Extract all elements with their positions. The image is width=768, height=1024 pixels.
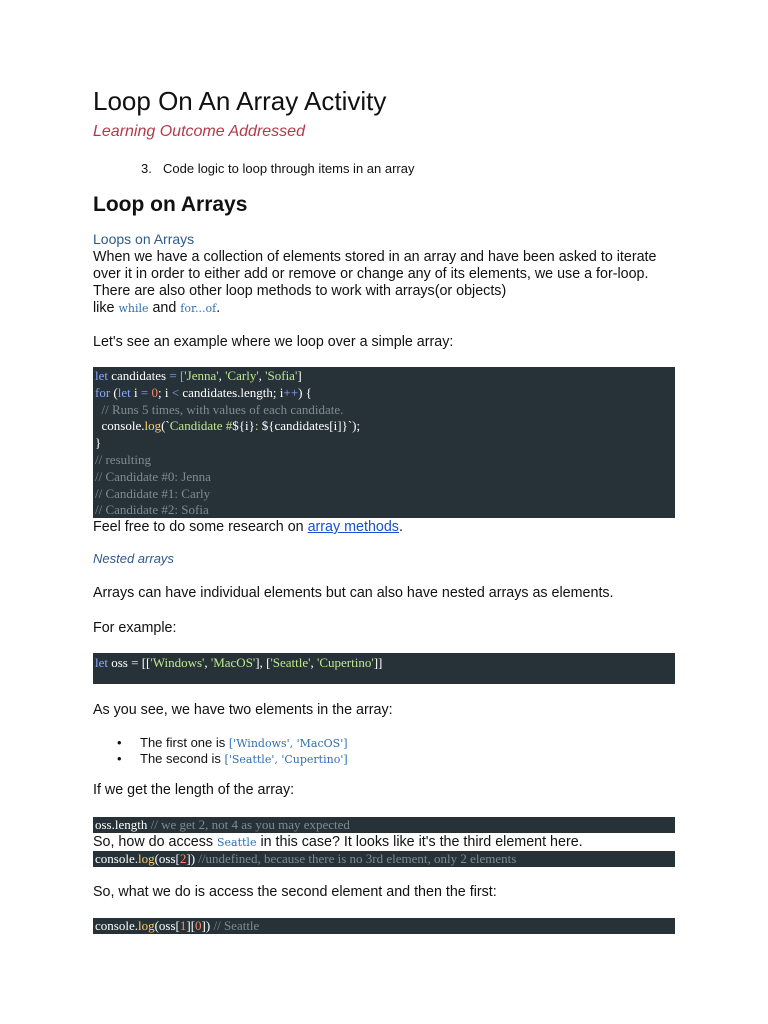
learning-outcome-subtitle: Learning Outcome Addressed	[93, 123, 305, 140]
code-line-undefined: console.log(oss[2]) //undefined, because there is no 3rd element, only 2 elements	[93, 851, 675, 867]
two-elements-text: As you see, we have two elements in the array:	[93, 702, 393, 718]
research-line	[93, 519, 683, 536]
first-element-code: ['Windows', 'MacOS']	[228, 737, 348, 750]
nested-arrays-heading: Nested arrays	[93, 551, 174, 566]
page-title: Loop On An Array Activity	[93, 86, 387, 116]
list-item: • The second is ['Seattle', 'Cupertino']	[117, 751, 348, 767]
intro-text: When we have a collection of elements stored in an array and have been asked to iterate over it in order to either add or remove or change any of its elements, we use a for-loop. There are also other loop methods to work with arrays(or objects)	[93, 249, 657, 299]
intro-paragraph	[93, 249, 683, 317]
intro-period: .	[216, 300, 221, 316]
code-line-9: // Candidate #2: Sofia	[95, 502, 209, 518]
research-text: Feel free to do some research on	[93, 519, 308, 535]
code-block-oss: let oss = [['Windows', 'MacOS'], ['Seattle', 'Cupertino']]	[93, 653, 675, 684]
for-of-code: for...of	[180, 302, 217, 315]
intro-like: like	[93, 300, 119, 316]
intro-and: and	[148, 300, 181, 316]
code-line-3: // Runs 5 times, with values of each candidate.	[95, 401, 344, 417]
code-line-8: // Candidate #1: Carly	[95, 485, 211, 501]
code-line-seattle: console.log(oss[1][0]) // Seattle	[93, 918, 675, 934]
while-code: while	[118, 302, 149, 315]
outcome-number: 3.	[141, 161, 152, 176]
section-heading: Loop on Arrays	[93, 193, 248, 216]
research-period: .	[398, 519, 403, 535]
nested-paragraph: Arrays can have individual elements but can also have nested arrays as elements.	[93, 585, 614, 601]
code-line-6: // resulting	[95, 451, 151, 467]
elements-list	[117, 735, 348, 767]
outcome-text: Code logic to loop through items in an array	[163, 161, 415, 176]
list-item: • The first one is ['Windows', 'MacOS']	[117, 735, 348, 751]
example-intro: Let's see an example where we loop over a simple array:	[93, 334, 454, 350]
for-example: For example:	[93, 620, 177, 636]
so-what-text: So, what we do is access the second element and then the first:	[93, 884, 497, 900]
code-line-length: oss.length // we get 2, not 4 as you may expected	[93, 817, 675, 833]
second-element-code: ['Seattle', 'Cupertino']	[224, 753, 348, 766]
length-intro: If we get the length of the array:	[93, 782, 295, 798]
access-question: So, how do access Seattle in this case? It looks like it's the third element here.	[93, 834, 583, 850]
code-line-1: let candidates = ['Jenna', 'Carly', 'Sofia']	[95, 368, 302, 383]
seattle-code: Seattle	[216, 836, 257, 849]
code-block-loop	[93, 367, 675, 518]
subsection-heading: Loops on Arrays	[93, 231, 195, 247]
outcome-item	[141, 161, 414, 176]
code-line-4: console.log(`Candidate #${i}: ${candidates[i]}`);	[95, 418, 361, 434]
code-line-7: // Candidate #0: Jenna	[95, 468, 211, 484]
code-line-2: for (let i = 0; i < candidates.length; i++) {	[95, 384, 312, 400]
code-line-5: }	[95, 435, 102, 451]
array-methods-link[interactable]: array methods	[307, 519, 399, 535]
